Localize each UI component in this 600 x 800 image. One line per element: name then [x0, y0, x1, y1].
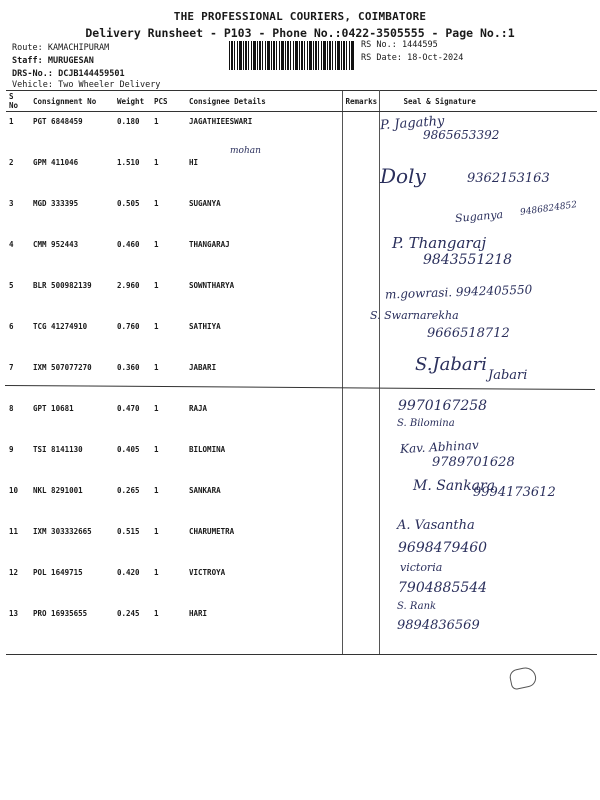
cell-remarks	[342, 481, 379, 522]
cell-remarks	[342, 563, 379, 604]
route-value: KAMACHIPURAM	[47, 43, 110, 53]
table-row	[6, 604, 597, 655]
cell-sno: 1	[9, 117, 14, 126]
cell-pcs: 1	[154, 158, 159, 167]
cell-remarks	[342, 522, 379, 563]
cell-pcs: 1	[154, 445, 159, 454]
cell-sno: 9	[9, 445, 14, 454]
cell-remarks	[342, 604, 379, 655]
cell-consignee: JAGATHIEESWARI	[189, 117, 253, 126]
handwritten-signature: S. Rank	[397, 601, 437, 612]
cell-consignee: BILOMINA	[189, 445, 226, 454]
cell-sno: 3	[9, 199, 14, 208]
cell-weight: 0.505	[117, 199, 140, 208]
cell-weight: 0.420	[117, 568, 140, 577]
cell-remarks	[342, 440, 379, 481]
rs-date-label: RS Date:	[361, 53, 402, 63]
handwritten-phone: 9994173612	[473, 485, 556, 500]
cell-consignment: TCG 41274910	[33, 322, 88, 331]
handwritten-signature: A. Vasantha	[397, 518, 475, 533]
cell-consignment: POL 1649715	[33, 568, 83, 577]
drs-label: DRS-No.:	[12, 69, 53, 79]
table-row	[6, 194, 597, 235]
route-label: Route:	[12, 43, 43, 53]
rs-no-line	[361, 40, 438, 50]
cell-consignee: HI	[189, 158, 199, 167]
cell-sno: 12	[9, 568, 19, 577]
cell-pcs: 1	[154, 527, 159, 536]
handwritten-page-mark	[508, 666, 538, 691]
cell-consignee: JABARI	[189, 363, 217, 372]
handwritten-phone: 9698479460	[398, 540, 488, 556]
staff-value: MURUGESAN	[47, 56, 94, 66]
handwritten-phone: 7904885544	[398, 580, 488, 596]
cell-consignment: TSI 8141130	[33, 445, 83, 454]
col-header-sno: S No	[6, 91, 30, 112]
cell-weight: 0.760	[117, 322, 140, 331]
handwritten-phone: 9666518712	[427, 326, 510, 341]
cell-weight: 0.405	[117, 445, 140, 454]
cell-consignment: BLR 500982139	[33, 281, 92, 290]
cell-sno: 11	[9, 527, 19, 536]
drs-value: DCJB144459501	[58, 69, 125, 79]
cell-consignment: GPM 411046	[33, 158, 79, 167]
cell-consignment: PRO 16935655	[30, 604, 114, 655]
table-row	[6, 522, 597, 563]
cell-consignee: THANGARAJ	[189, 240, 230, 249]
cell-pcs: 1	[154, 363, 159, 372]
cell-pcs: 1	[154, 404, 159, 413]
rs-date-value: 18-Oct-2024	[407, 53, 464, 63]
cell-sno: 10	[9, 486, 19, 495]
route-line	[12, 43, 109, 53]
vehicle-value: Two Wheeler Delivery	[58, 80, 161, 90]
staff-label: Staff:	[12, 56, 43, 66]
cell-pcs: 1	[151, 604, 186, 655]
handwritten-phone: 9362153163	[467, 171, 550, 186]
handwritten-note: mohan	[230, 146, 261, 156]
rs-no-label: RS No.:	[361, 40, 397, 50]
cell-weight: 2.960	[117, 281, 140, 290]
rs-date-line	[361, 53, 463, 63]
cell-weight: 0.360	[117, 363, 140, 372]
cell-pcs: 1	[154, 240, 159, 249]
col-header-signature: Seal & Signature	[379, 91, 597, 112]
handwritten-signature-extra: Jabari	[488, 368, 528, 383]
handwritten-signature: Doly	[380, 164, 426, 188]
cell-consignee: SOWNTHARYA	[189, 281, 235, 290]
handwritten-signature: m.gowrasi. 9942405550	[384, 282, 533, 302]
table-row	[6, 112, 597, 154]
cell-consignee: SANKARA	[189, 486, 221, 495]
cell-remarks	[342, 235, 379, 276]
handwritten-phone: 9894836569	[397, 618, 480, 633]
handwritten-phone: 9789701628	[432, 455, 515, 470]
cell-sno: 4	[9, 240, 14, 249]
cell-remarks	[342, 194, 379, 235]
handwritten-phone: 9865653392	[423, 128, 500, 142]
cell-remarks	[342, 112, 379, 154]
cell-consignment: GPT 10681	[33, 404, 74, 413]
cell-sno: 6	[9, 322, 14, 331]
cell-sno: 13	[6, 604, 30, 655]
cell-pcs: 1	[154, 322, 159, 331]
cell-weight: 0.460	[117, 240, 140, 249]
company-title: THE PROFESSIONAL COURIERS, COIMBATORE	[173, 10, 427, 23]
table-header-row	[6, 91, 597, 112]
col-header-weight: Weight	[114, 91, 151, 112]
handwritten-signature: victoria	[400, 561, 443, 574]
col-header-remarks: Remarks	[342, 91, 379, 112]
cell-weight: 0.180	[117, 117, 140, 126]
barcode-image	[229, 41, 355, 70]
cell-consignment: PGT 6848459	[33, 117, 83, 126]
cell-pcs: 1	[154, 281, 159, 290]
cell-remarks	[342, 399, 379, 440]
cell-sno: 5	[9, 281, 14, 290]
col-header-pcs: PCS	[151, 91, 186, 112]
vehicle-label: Vehicle:	[12, 80, 53, 90]
cell-consignee: HARI	[186, 604, 342, 655]
handwritten-signature: S. Bilomina	[397, 418, 455, 429]
cell-pcs: 1	[154, 199, 159, 208]
table-row	[6, 399, 597, 440]
cell-weight: 0.245	[114, 604, 151, 655]
drs-line	[12, 69, 125, 79]
cell-sno: 2	[9, 158, 14, 167]
handwritten-signature: M. Sankara	[413, 478, 496, 494]
cell-consignee: VICTROYA	[189, 568, 226, 577]
handwritten-phone: 9486824852	[519, 200, 578, 218]
handwritten-signature: S.Jabari	[415, 354, 487, 375]
cell-pcs: 1	[154, 117, 159, 126]
handwritten-signature: S. Swarnarekha	[370, 309, 459, 322]
handwritten-signature: Suganya	[454, 207, 504, 226]
cell-consignee: RAJA	[189, 404, 208, 413]
cell-weight: 0.470	[117, 404, 140, 413]
cell-weight: 0.515	[117, 527, 140, 536]
cell-sno: 7	[9, 363, 14, 372]
runsheet-title: Delivery Runsheet - P103 - Phone No.:0422-3505555 - Page No.:1	[85, 26, 515, 40]
handwritten-signature: P. Jagathy	[379, 113, 445, 134]
handwritten-signature: Kav. Abhinav	[399, 437, 479, 457]
cell-weight: 0.265	[117, 486, 140, 495]
cell-pcs: 1	[154, 486, 159, 495]
cell-pcs: 1	[154, 568, 159, 577]
cell-sno: 8	[9, 404, 14, 413]
cell-remarks	[342, 153, 379, 194]
rs-no-value: 1444595	[401, 40, 438, 50]
vehicle-line	[12, 80, 160, 90]
staff-line	[12, 56, 94, 66]
handwritten-signature: P. Thangaraj	[392, 234, 487, 252]
col-header-consignment: Consignment No	[30, 91, 114, 112]
handwritten-phone: 9970167258	[398, 398, 488, 414]
cell-consignment: NKL 8291001	[33, 486, 83, 495]
cell-consignee: CHARUMETRA	[189, 527, 235, 536]
cell-remarks	[342, 358, 379, 399]
col-header-consignee: Consignee Details	[186, 91, 342, 112]
table-row	[6, 563, 597, 604]
cell-weight: 1.510	[117, 158, 140, 167]
cell-consignee: SUGANYA	[189, 199, 221, 208]
cell-consignment: IXM 507077270	[33, 363, 92, 372]
cell-consignment: IXM 303332665	[33, 527, 92, 536]
cell-consignment: MGD 333395	[33, 199, 79, 208]
cell-remarks	[342, 317, 379, 358]
cell-consignment: CMM 952443	[33, 240, 79, 249]
handwritten-phone: 9843551218	[423, 252, 513, 268]
cell-consignee: SATHIYA	[189, 322, 221, 331]
